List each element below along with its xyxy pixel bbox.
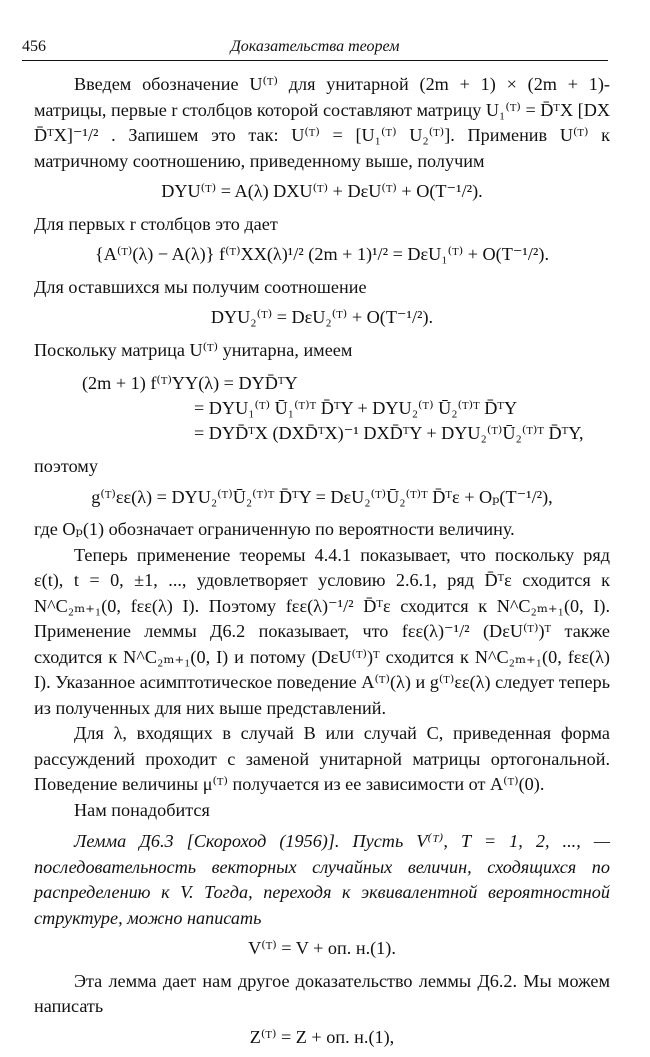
paragraph-therefore: поэтому xyxy=(34,456,98,476)
paragraph-remaining: Для оставшихся мы получим соотношение xyxy=(34,276,367,297)
paragraph-first-columns: Для первых r столбцов это дает xyxy=(34,213,278,234)
paragraph-op-definition: где Oₚ(1) обозначает ограниченную по вероятности величину. xyxy=(34,519,515,539)
equation-first-columns: {A⁽ᵀ⁾(λ) − A(λ)} f⁽ᵀ⁾XX(λ)¹/² (2m + 1)¹/² = DεU₁⁽ᵀ⁾ + O(T⁻¹/²). xyxy=(95,244,549,264)
paragraph-intro: Введем обозначение U⁽ᵀ⁾ для унитарной (2m + 1) × (2m + 1)-матрицы, первые r столбцов которой составляют матрицу U₁⁽ᵀ⁾ = D̄ᵀX [DX D̄ᵀX]⁻¹/² . Запишем это так: U⁽ᵀ⁾ = [U₁⁽ᵀ⁾ U₂⁽ᵀ⁾]. Применив U⁽ᵀ⁾ к матричному соотношению, приведенному выше, получим xyxy=(34,74,610,171)
paragraph-we-need: Нам понадобится xyxy=(74,799,210,820)
paragraph-unitary: Поскольку матрица U⁽ᵀ⁾ унитарна, имеем xyxy=(34,339,353,360)
running-title: Доказательства теорем xyxy=(230,38,400,55)
equation-z: Z⁽ᵀ⁾ = Z + oп. н.(1), xyxy=(249,1026,395,1047)
page-number: 456 xyxy=(22,38,46,55)
equation-block-fyy xyxy=(82,371,610,446)
page-header xyxy=(22,36,608,61)
equation-fyy-line-2: = DYU₁⁽ᵀ⁾ Ū₁⁽ᵀ⁾ᵀ D̄ᵀY + DYU₂⁽ᵀ⁾ Ū₂⁽ᵀ⁾ᵀ D̄ᵀY xyxy=(194,398,518,418)
equation-fyy-line-1: (2m + 1) f⁽ᵀ⁾YY(λ) = DYD̄ᵀY xyxy=(82,373,298,393)
equation-dyu: DYU⁽ᵀ⁾ = A(λ) DXU⁽ᵀ⁾ + DεU⁽ᵀ⁾ + O(T⁻¹/²). xyxy=(161,181,483,201)
lemma-d6-3: Лемма Д6.3 [Скороход (1956)]. Пусть V⁽ᵀ⁾, T = 1, 2, ..., — последовательность векторных случайных величин, сходящихся по распределению к V. Тогда, переходя к эквивалентной вероятностной структуре, можно написать xyxy=(34,831,610,928)
equation-v: V⁽ᵀ⁾ = V + oп. н.(1). xyxy=(248,938,396,958)
equation-fyy-line-3: = DYD̄ᵀX (DXD̄ᵀX)⁻¹ DXD̄ᵀY + DYU₂⁽ᵀ⁾Ū₂⁽ᵀ⁾ᵀ D̄ᵀY, xyxy=(194,423,584,443)
equation-g-ee: g⁽ᵀ⁾εε(λ) = DYU₂⁽ᵀ⁾Ū₂⁽ᵀ⁾ᵀ D̄ᵀY = DεU₂⁽ᵀ⁾Ū₂⁽ᵀ⁾ᵀ D̄ᵀε + Oₚ(T⁻¹/²), xyxy=(91,486,553,507)
equation-remaining: DYU₂⁽ᵀ⁾ = DεU₂⁽ᵀ⁾ + O(T⁻¹/²). xyxy=(210,307,434,327)
paragraph-lemma-proof: Эта лемма дает нам другое доказательство леммы Д6.2. Мы можем написать xyxy=(34,970,610,1016)
paragraph-theorem-application: Теперь применение теоремы 4.4.1 показывает, что поскольку ряд ε(t), t = 0, ±1, ..., удовлетворяет условию 2.6.1, ряд D̄ᵀε сходится к N^C₂ₘ₊₁(0, fεε(λ) I). Поэтому fεε(λ)⁻¹/² D̄ᵀε сходится к N^C₂ₘ₊₁(0, I). Применение леммы Д6.2 показывает, что fεε(λ)⁻¹/² (DεU⁽ᵀ⁾)ᵀ также сходится к N^C₂ₘ₊₁(0, I) и потому (DεU⁽ᵀ⁾)ᵀ сходится к N^C₂ₘ₊₁(0, fεε(λ) I). Указанное асимптотическое поведение A⁽ᵀ⁾(λ) и g⁽ᵀ⁾εε(λ) следует теперь из полученных для них выше представлений. xyxy=(34,544,610,718)
page-body xyxy=(34,72,610,1057)
paragraph-cases-b-c: Для λ, входящих в случай B или случай C, приведенная форма рассуждений проходит с заменой унитарной матрицы ортогональной. Поведение величины μ⁽ᵀ⁾ получается из ее зависимости от A⁽ᵀ⁾(0). xyxy=(34,723,610,794)
